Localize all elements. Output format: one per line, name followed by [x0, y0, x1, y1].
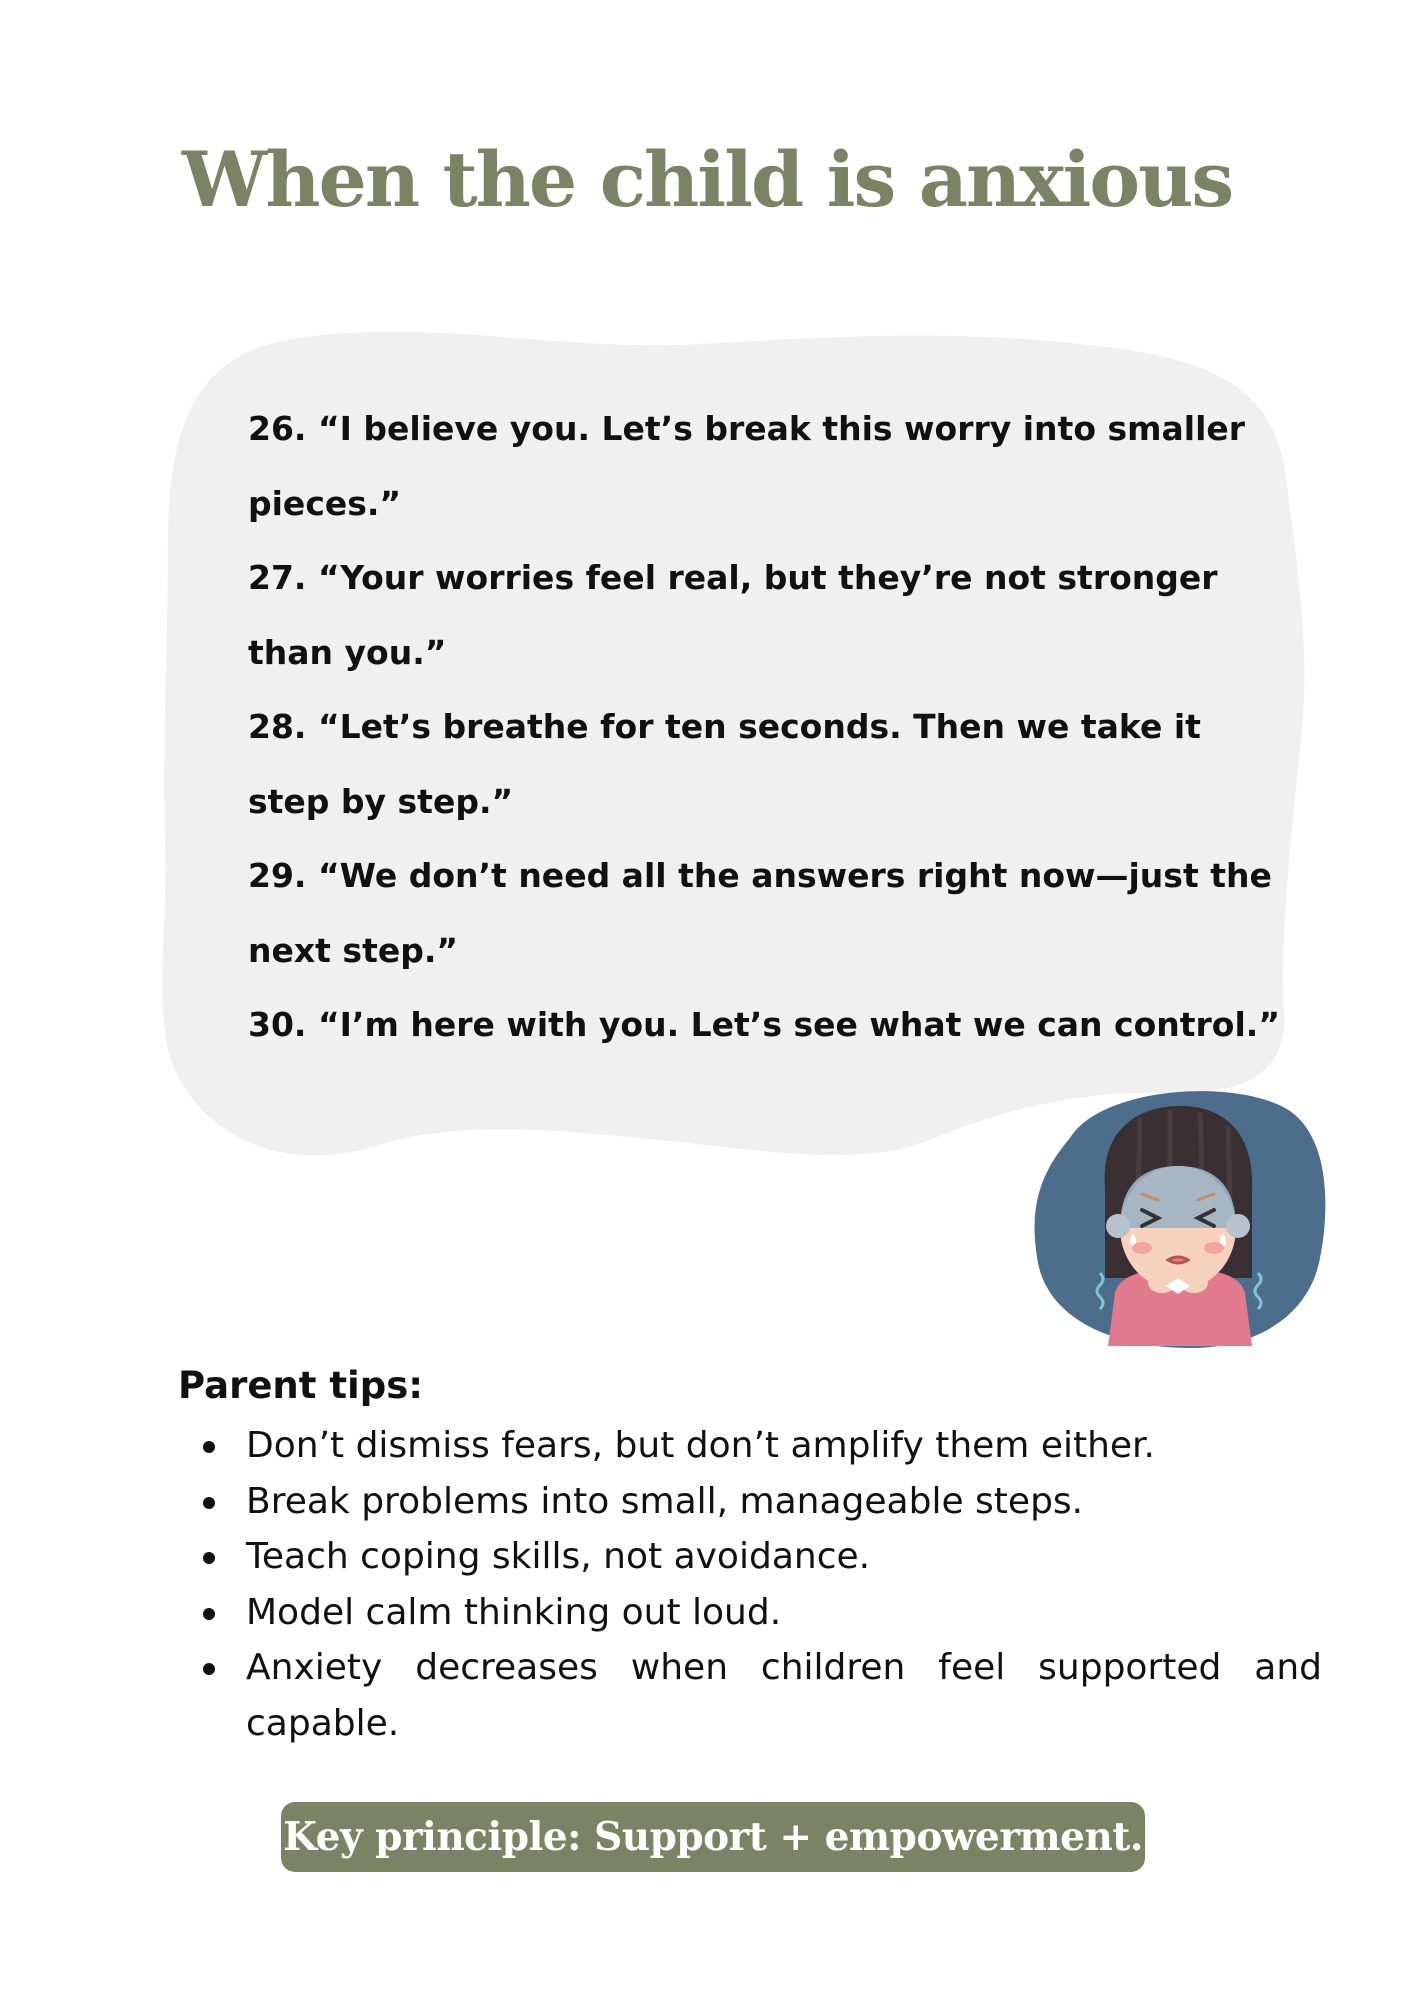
tip-item: Don’t dismiss fears, but don’t amplify them either.	[246, 1418, 1322, 1474]
parent-tips-list	[246, 1418, 1322, 1751]
phrases-list	[248, 392, 1288, 1063]
key-principle-text: Key principle: Support + empowerment.	[283, 1814, 1143, 1860]
phrase-item: 28. “Let’s breathe for ten seconds. Then we take it step by step.”	[248, 707, 1201, 821]
tip-item: Model calm thinking out loud.	[246, 1585, 1322, 1641]
phrase-item: 29. “We don’t need all the answers right now—just the next step.”	[248, 856, 1272, 970]
page-title: When the child is anxious	[181, 135, 1233, 224]
phrase-item: 27. “Your worries feel real, but they’re not stronger than you.”	[248, 558, 1218, 672]
tip-item: Break problems into small, manageable steps.	[246, 1474, 1322, 1530]
anxious-child-icon	[1030, 1078, 1330, 1353]
tip-item: Teach coping skills, not avoidance.	[246, 1529, 1322, 1585]
phrase-item: 26. “I believe you. Let’s break this worry into smaller pieces.”	[248, 409, 1246, 523]
phrase-item: 30. “I’m here with you. Let’s see what we can control.”	[248, 1005, 1281, 1044]
parent-tips-heading: Parent tips:	[178, 1364, 424, 1407]
tip-item: Anxiety decreases when children feel supported and capable.	[246, 1640, 1322, 1751]
key-principle-banner	[281, 1802, 1145, 1872]
